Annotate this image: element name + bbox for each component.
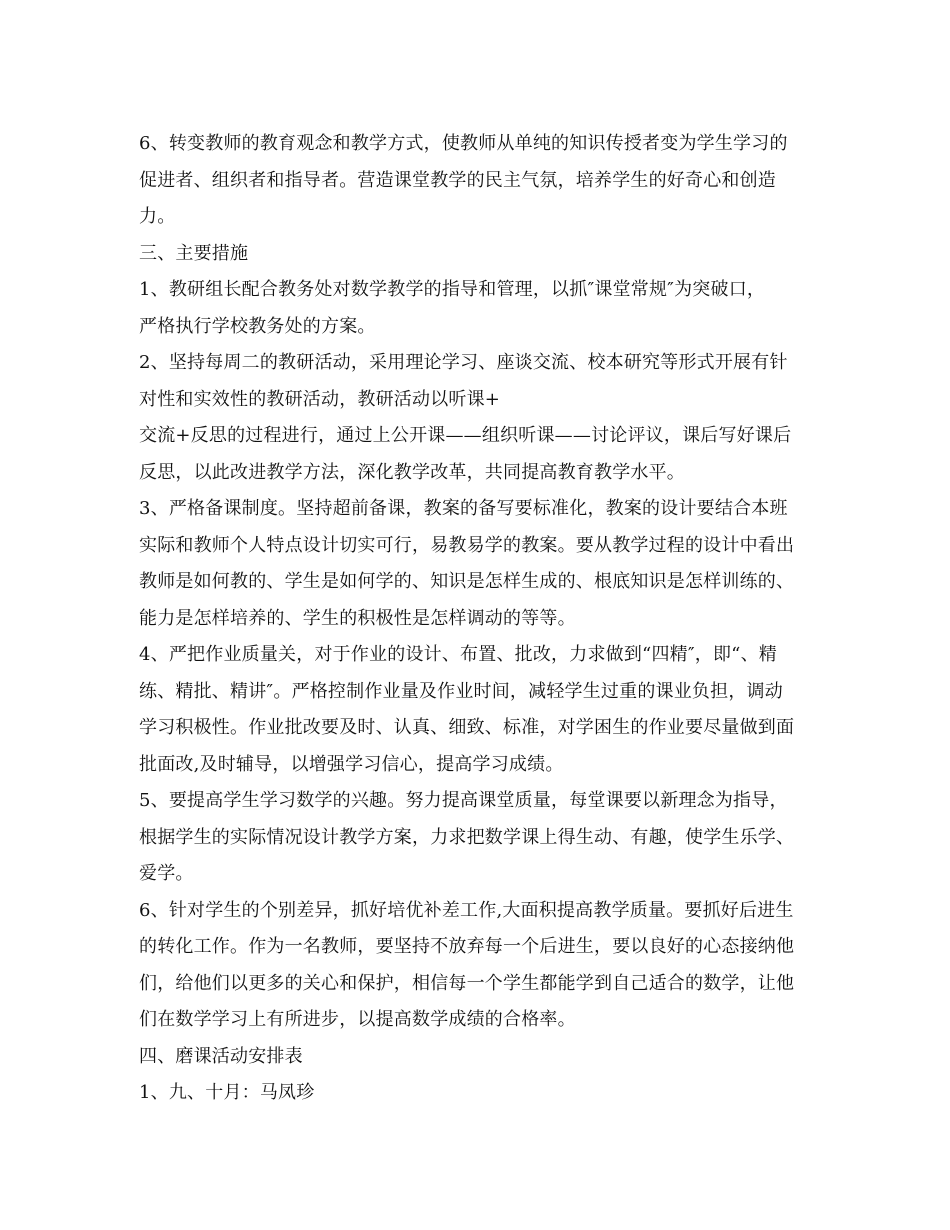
- paragraph-line: 实际和教师个人特点设计切实可行，易教易学的教案。要从教学过程的设计中看出: [139, 534, 795, 556]
- paragraph-line: 对性和实效性的教研活动，教研活动以听课+: [139, 388, 501, 410]
- paragraph-line: 爱学。: [139, 863, 194, 884]
- paragraph-line: 1、教研组长配合教务处对数学教学的指导和管理，以抓″课堂常规″为突破口，: [139, 279, 766, 300]
- paragraph-line: 促进者、组织者和指导者。营造课堂教学的民主气氛，培养学生的好奇心和创造: [139, 169, 776, 191]
- paragraph-line: 根据学生的实际情况设计教学方案，力求把数学课上得生动、有趣，使学生乐学、: [139, 826, 795, 848]
- section-heading: 四、磨课活动安排表: [139, 1045, 303, 1067]
- paragraph-line: 们在数学学习上有所进步，以提高数学成绩的合格率。: [139, 1009, 576, 1030]
- paragraph-line: 反思，以此改进教学方法，深化教学改革，共同提高教育教学水平。: [139, 461, 685, 483]
- paragraph-line: 6、转变教师的教育观念和教学方式，使教师从单纯的知识传授者变为学生学习的: [139, 133, 788, 154]
- paragraph-line: 们，给他们以更多的关心和保护，相信每一个学生都能学到自己适合的数学，让他: [139, 972, 795, 994]
- paragraph-line: 5、要提高学生学习数学的兴趣。努力提高课堂质量，每堂课要以新理念为指导，: [139, 790, 788, 811]
- paragraph-line: 学习积极性。作业批改要及时、认真、细致、标准，对学困生的作业要尽量做到面: [139, 717, 795, 738]
- paragraph-line: 1、九、十月：马凤珍: [139, 1082, 315, 1103]
- paragraph-line: 3、严格备课制度。坚持超前备课，教案的备写要标准化，教案的设计要结合本班: [139, 498, 788, 519]
- section-heading: 三、主要措施: [139, 242, 249, 264]
- paragraph-line: 2、坚持每周二的教研活动，采用理论学习、座谈交流、校本研究等形式开展有针: [139, 352, 788, 373]
- paragraph-line: 批面改,及时辅导，以增强学习信心，提高学习成绩。: [139, 753, 564, 775]
- paragraph-line: 的转化工作。作为一名教师，要坚持不放弃每一个后进生，要以良好的心态接纳他: [139, 936, 795, 957]
- paragraph-line: 6、针对学生的个别差异，抓好培优补差工作,大面积提高教学质量。要抓好后进生: [139, 899, 794, 921]
- document-body: [139, 126, 819, 1112]
- paragraph-line: 严格执行学校教务处的方案。: [139, 315, 376, 337]
- paragraph-line: 4、严把作业质量关，对于作业的设计、布置、批改，力求做到“四精″，即“、精: [139, 644, 777, 665]
- paragraph-line: 交流+反思的过程进行，通过上公开课——组织听课——讨论评议，课后写好课后: [139, 425, 792, 446]
- paragraph-line: 教师是如何教的、学生是如何学的、知识是怎样生成的、根底知识是怎样训练的、: [139, 571, 795, 592]
- paragraph-line: 能力是怎样培养的、学生的积极性是怎样调动的等等。: [139, 607, 576, 629]
- paragraph-line: 练、精批、精讲″。严格控制作业量及作业时间，减轻学生过重的课业负担，调动: [139, 680, 783, 702]
- paragraph-line: 力。: [139, 206, 176, 227]
